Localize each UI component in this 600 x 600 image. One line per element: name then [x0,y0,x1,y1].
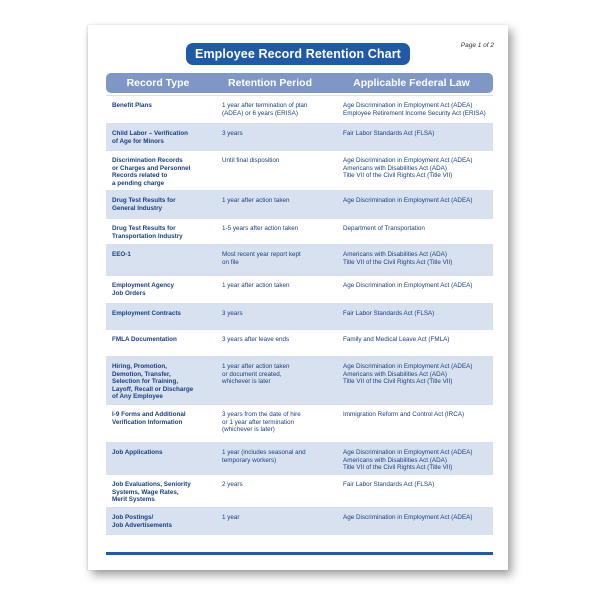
federal-law-cell-line: Age Discrimination in Employment Act (ADEA) [343,102,473,109]
retention-period-cell [210,330,330,356]
federal-law-cell-line: Family and Medical Leave Act (FMLA) [343,336,450,343]
federal-law-cell [330,357,493,404]
table-row [106,303,493,329]
retention-period-cell [210,276,330,303]
retention-period-cell [210,304,330,329]
federal-law-cell-line: Title VII of the Civil Rights Act (Title VII) [343,464,453,472]
retention-period-cell-line: 3 years from the date of hire [222,411,301,418]
federal-law-cell-line: Age Discrimination in Employment Act (ADEA) [343,282,473,289]
federal-law-cell [330,191,493,218]
table-row [106,356,493,404]
record-type-cell-line: Verification Information [112,418,183,426]
federal-law-cell [330,245,493,275]
federal-law-cell [330,304,493,329]
federal-law-cell-line: Age Discrimination in Employment Act (ADEA) [343,197,473,204]
retention-period-cell [210,357,330,404]
record-type-cell-line: Demotion, Transfer, [112,370,171,378]
retention-period-cell-line: 2 years [222,481,243,488]
retention-period-cell-line: or document created, [222,370,282,378]
federal-law-cell [330,96,493,123]
record-type-cell-line: Child Labor – Verification [112,130,188,137]
retention-period-cell [210,405,330,442]
record-type-cell-line: Transportation Industry [112,232,183,240]
federal-law-cell [330,475,493,507]
record-type-cell-line: Benefit Plans [112,102,152,109]
record-type-cell-line: General Industry [112,204,163,212]
retention-period-cell-line: 1 year after action taken [222,363,290,370]
table-row [106,218,493,244]
retention-period-cell-line: 1 year (includes seasonal and [222,449,306,456]
bottom-rule [106,552,493,555]
retention-period-cell-line: 1-5 years after action taken [222,225,299,232]
retention-period-cell-line: Until final disposition [222,157,280,164]
federal-law-cell-line: Title VII of the Civil Rights Act (Title VII) [343,378,453,386]
record-type-cell-line: of Any Employee [112,393,163,401]
retention-period-cell [210,151,330,190]
federal-law-cell-line: Age Discrimination in Employment Act (ADEA) [343,514,473,521]
federal-law-cell-line: Americans with Disabilities Act (ADA) [343,251,447,258]
federal-law-cell-line: Americans with Disabilities Act (ADA) [343,164,447,172]
record-type-cell-line: Hiring, Promotion, [112,363,167,370]
retention-table [106,95,493,535]
record-type-cell-line: or Charges and Personnel [112,164,191,172]
federal-law-cell [330,151,493,190]
record-type-cell-line: Selection for Training, [112,378,179,386]
federal-law-cell-line: Fair Labor Standards Act (FLSA) [343,481,435,488]
record-type-cell-line: Merit Systems [112,496,155,504]
federal-law-cell-line: Age Discrimination in Employment Act (ADEA) [343,157,473,164]
retention-period-cell [210,443,330,474]
record-type-cell-line: Systems, Wage Rates, [112,488,179,496]
retention-period-cell-line: 1 year after action taken [222,282,290,289]
record-type-cell-line: of Age for Minors [112,137,164,145]
table-row [106,95,493,123]
record-type-cell-line: Job Orders [112,289,146,297]
record-type-cell-line: Employment Agency [112,282,175,289]
table-row [106,190,493,218]
table-row [106,404,493,442]
record-type-cell-line: Discrimination Records [112,157,183,164]
record-type-cell [106,124,210,150]
table-row [106,150,493,190]
table-row [106,275,493,303]
federal-law-cell [330,443,493,474]
record-type-cell [106,276,210,303]
retention-period-cell-line: or 1 year after termination [222,418,295,426]
federal-law-cell [330,330,493,356]
retention-period-cell [210,191,330,218]
federal-law-cell-line: Fair Labor Standards Act (FLSA) [343,310,435,317]
retention-period-cell-line: 3 years [222,310,243,317]
table-row [106,474,493,507]
federal-law-cell-line: Age Discrimination in Employment Act (ADEA) [343,363,473,370]
federal-law-cell-line: Department of Transportation [343,225,425,232]
record-type-cell [106,330,210,356]
record-type-cell-line: Drug Test Results for [112,197,176,204]
document-title: Employee Record Retention Chart [186,43,410,65]
record-type-cell-line: Layoff, Recall or Discharge [112,385,194,393]
retention-period-cell [210,245,330,275]
retention-period-cell [210,475,330,507]
record-type-cell-line: Employment Contracts [112,310,181,317]
retention-period-cell [210,96,330,123]
retention-period-cell-line: 3 years [222,130,243,137]
column-header-record-type: Record Type [126,77,190,89]
page-number: Page 1 of 2 [460,42,494,49]
retention-period-cell-line: whichever is later [222,378,271,386]
record-type-cell-line: Records related to [112,172,168,180]
retention-period-cell-line: (ADEA) or 6 years (ERISA) [222,109,298,117]
federal-law-cell [330,508,493,535]
record-type-cell [106,151,210,190]
table-row [106,123,493,150]
record-type-cell-line: Job Evaluations, Seniority [112,481,191,488]
record-type-cell [106,508,210,535]
record-type-cell-line: Job Applications [112,449,163,456]
record-type-cell [106,357,210,404]
record-type-cell [106,191,210,218]
federal-law-cell [330,124,493,150]
federal-law-cell-line: Employee Retirement Income Security Act (ERISA) [343,109,486,117]
federal-law-cell-line: Fair Labor Standards Act (FLSA) [343,130,435,137]
record-type-cell-line: Job Advertisements [112,521,172,529]
record-type-cell [106,219,210,244]
federal-law-cell-line: Americans with Disabilities Act (ADA) [343,370,447,378]
retention-period-cell-line: Most recent year report kept [222,251,301,258]
federal-law-cell-line: Title VII of the Civil Rights Act (Title VII) [343,172,453,180]
record-type-cell-line: Drug Test Results for [112,225,176,232]
retention-period-cell-line: on file [222,258,239,266]
record-type-cell [106,475,210,507]
column-header-retention-period: Retention Period [227,77,312,89]
column-header-federal-law: Applicable Federal Law [353,77,470,89]
retention-period-cell-line: 1 year [222,514,240,521]
federal-law-cell [330,219,493,244]
federal-law-cell-line: Title VII of the Civil Rights Act (Title VII) [343,258,453,266]
retention-period-cell [210,508,330,535]
table-row [106,244,493,275]
document-page [88,25,508,570]
retention-period-cell-line: 1 year after termination of plan [222,102,308,109]
federal-law-cell [330,276,493,303]
table-row [106,442,493,474]
record-type-cell [106,245,210,275]
record-type-cell-line: FMLA Documentation [112,336,177,343]
retention-period-cell-line: 1 year after action taken [222,197,290,204]
retention-period-cell-line: temporary workers) [222,456,277,464]
retention-period-cell-line: 3 years after leave ends [222,336,290,343]
record-type-cell-line: EEO-1 [112,251,131,258]
record-type-cell [106,405,210,442]
retention-period-cell [210,124,330,150]
record-type-cell-line: I-9 Forms and Additional [112,411,186,418]
federal-law-cell-line: Immigration Reform and Control Act (IRCA) [343,411,465,418]
retention-period-cell [210,219,330,244]
federal-law-cell-line: Age Discrimination in Employment Act (ADEA) [343,449,473,456]
record-type-cell-line: a pending charge [112,179,165,187]
record-type-cell-line: Job Postings/ [112,514,154,521]
table-row [106,507,493,535]
record-type-cell [106,304,210,329]
table-header [106,73,493,93]
retention-period-cell-line: (whichever is later) [222,426,275,434]
record-type-cell [106,96,210,123]
federal-law-cell [330,405,493,442]
federal-law-cell-line: Americans with Disabilities Act (ADA) [343,456,447,464]
table-row [106,329,493,356]
record-type-cell [106,443,210,474]
